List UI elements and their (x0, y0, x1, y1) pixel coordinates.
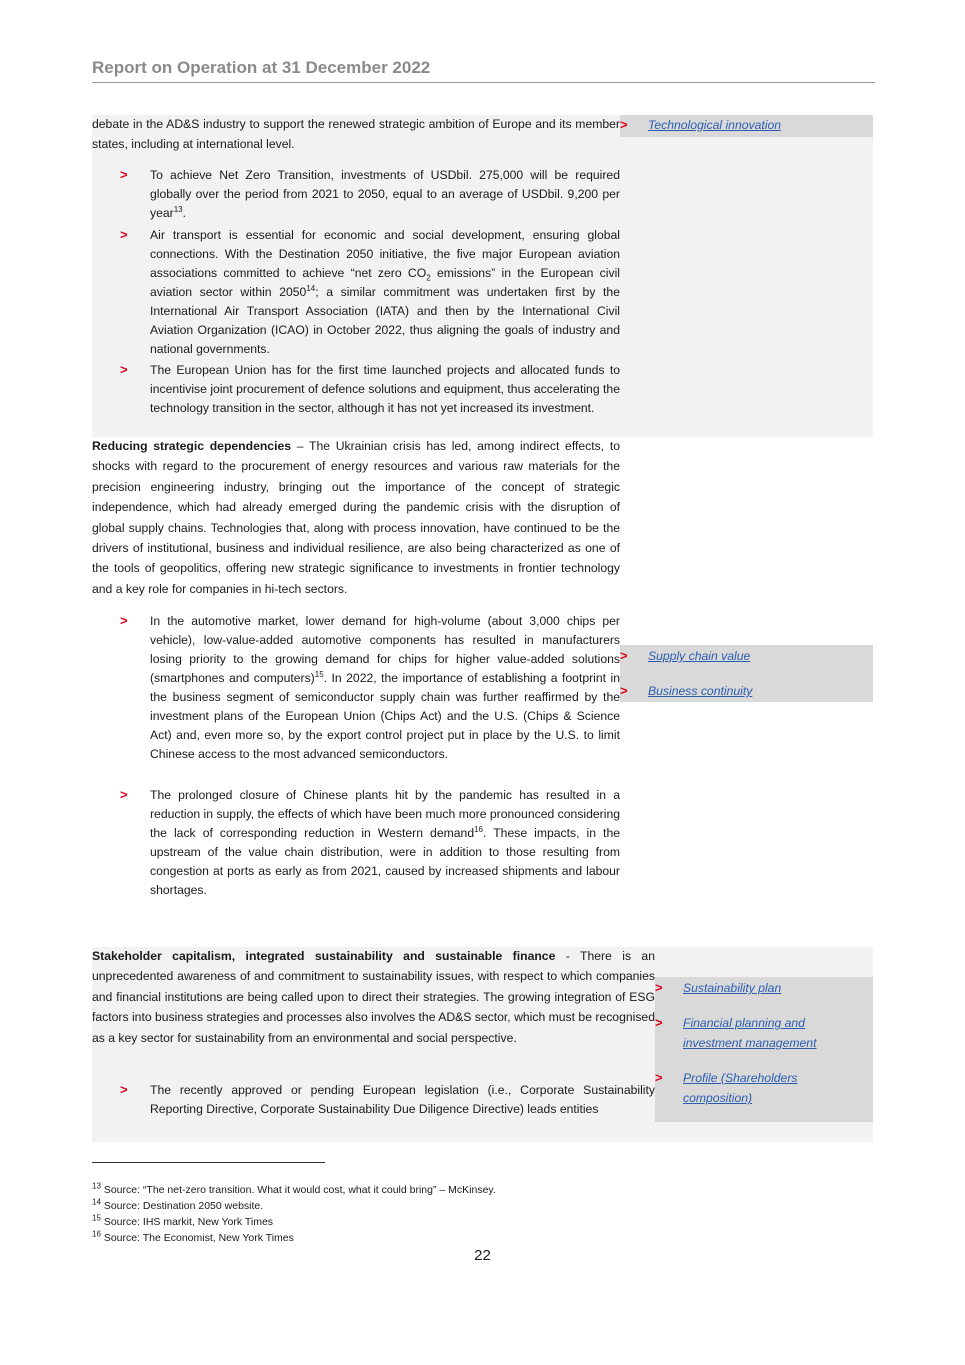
link-profile-shareholders[interactable]: Profile (Shareholders composition) (683, 1071, 798, 1105)
report-header-title: Report on Operation at 31 December 2022 (92, 58, 431, 77)
link-business-continuity[interactable]: Business continuity (648, 684, 753, 698)
section3-heading: Stakeholder capitalism, integrated sustainability and sustainable finance (92, 949, 556, 963)
bullet-marker: > (120, 227, 128, 242)
link-supply-chain-value[interactable]: Supply chain value (648, 649, 751, 663)
section3-paragraph: Stakeholder capitalism, integrated sustainability and sustainable finance - There is an unprecedented awareness of and commitment to sustainability issues, with respect to which companies and financial institutions are being called upon to direct their strategies. The growing integration of ESG factors into business strategies and processes also involves the AD&S sector, which must be recognised as a key sector for sustainability from an environmental and social perspective. (92, 949, 655, 1045)
section1-bullet-3: > The European Union has for the first time launched projects and allocated funds to incentivise joint procurement of defence solutions and equipment, thus accelerating the technology transition in the sector, although it has not yet increased its investment. (120, 362, 620, 415)
bullet-marker: > (120, 1082, 128, 1097)
section3-bullet-1: > The recently approved or pending European legislation (i.e., Corporate Sustainability Reporting Directive, Corporate Sustainability Due Diligence Directive) leads entities (120, 1082, 655, 1116)
bullet-marker: > (120, 167, 128, 182)
section2-heading: Reducing strategic dependencies (92, 439, 292, 453)
sidebar-marker: > (620, 648, 628, 663)
link-sustainability-plan[interactable]: Sustainability plan (683, 981, 782, 995)
page-number: 22 (474, 1247, 491, 1264)
link-financial-planning[interactable]: Financial planning and investment management (683, 1016, 817, 1050)
sidebar-marker: > (655, 980, 663, 995)
link-technological-innovation[interactable]: Technological innovation (648, 118, 782, 132)
header-divider (92, 82, 875, 83)
section2-paragraph: Reducing strategic dependencies – The Ukrainian crisis has led, among indirect effects, to shocks with regard to the procurement of energy resources and various raw materials for the precision engineering industry, bringing out the importance of the concept of strategic independence, which had already emerged during the pandemic crisis with the disruption of global supply chains. Technologies that, along with process innovation, have continued to be the drivers of institutional, business and individual resilience, are also being characterized as one of the tools of geopolitics, offering new strategic significance to investments in frontier technology and a key role for companies in hi-tech sectors. (92, 439, 620, 596)
footnote-14: $^{14}$ Source: Destination 2050 website. (92, 1197, 264, 1212)
section1-bullet-1: > To achieve Net Zero Transition, investments of USDbil. 275,000 will be required globally over the period from 2021 to 2050, equal to an average of USDbil. 9,200 per year$^{13}$. (120, 167, 620, 220)
sidebar-marker: > (655, 1070, 663, 1085)
section2-bullet-1: > In the automotive market, lower demand for high-volume (about 3,000 chips per vehicle), low-value-added automotive components has resulted in manufacturers losing priority to the growing demand for chips for higher value-added solutions (smartphones and computers)$^{15}$. In 2022, the importance of establishing a footprint in the business segment of semiconductor supply chain was further reaffirmed by the investment plans of the European Union (Chips Act) and the U.S. (Chips & Science Act) and, even more so, by the export control project put in place by the U.S. to limit Chinese access to the most advanced semiconductors. (120, 613, 620, 761)
bullet-marker: > (120, 362, 128, 377)
bullet-marker: > (120, 613, 128, 628)
sidebar-marker: > (620, 117, 628, 132)
footnote-divider (92, 1162, 325, 1163)
footnote-13: $^{13}$ Source: “The net-zero transition. What it would cost, what it could bring” – McKinsey. (92, 1181, 496, 1196)
section1-bullet-2: > Air transport is essential for economic and social development, ensuring global connections. With the Destination 2050 initiative, the five major European aviation associations committed to achieve “net zero $CO_2$ emissions” in the European civil aviation sector within 2050$^{14}$; a similar commitment was undertaken first by the International Air Transport Association (IATA) and then by the International Civil Aviation Organization (ICAO) in October 2022, thus aligning the goals of industry and national governments. (120, 227, 620, 356)
footnote-16: $^{16}$ Source: The Economist, New York Times (92, 1229, 294, 1244)
sidebar-marker: > (655, 1015, 663, 1030)
section2-bullet-2: > The prolonged closure of Chinese plants hit by the pandemic has resulted in a reduction in supply, the effects of which have been much more pronounced considering the lack of corresponding reduction in Western demand$^{16}$. These impacts, in the upstream of the value chain distribution, were in addition to those resulting from congestion at ports as early as from 2021, caused by increased shipments and labour shortages. (120, 787, 621, 897)
section1-intro: debate in the AD&S industry to support the renewed strategic ambition of Europe and its member states, including at international level. (92, 117, 620, 152)
bullet-marker: > (120, 787, 128, 802)
sidebar-marker: > (620, 683, 628, 698)
footnote-15: $^{15}$ Source: IHS markit, New York Times (92, 1213, 274, 1228)
